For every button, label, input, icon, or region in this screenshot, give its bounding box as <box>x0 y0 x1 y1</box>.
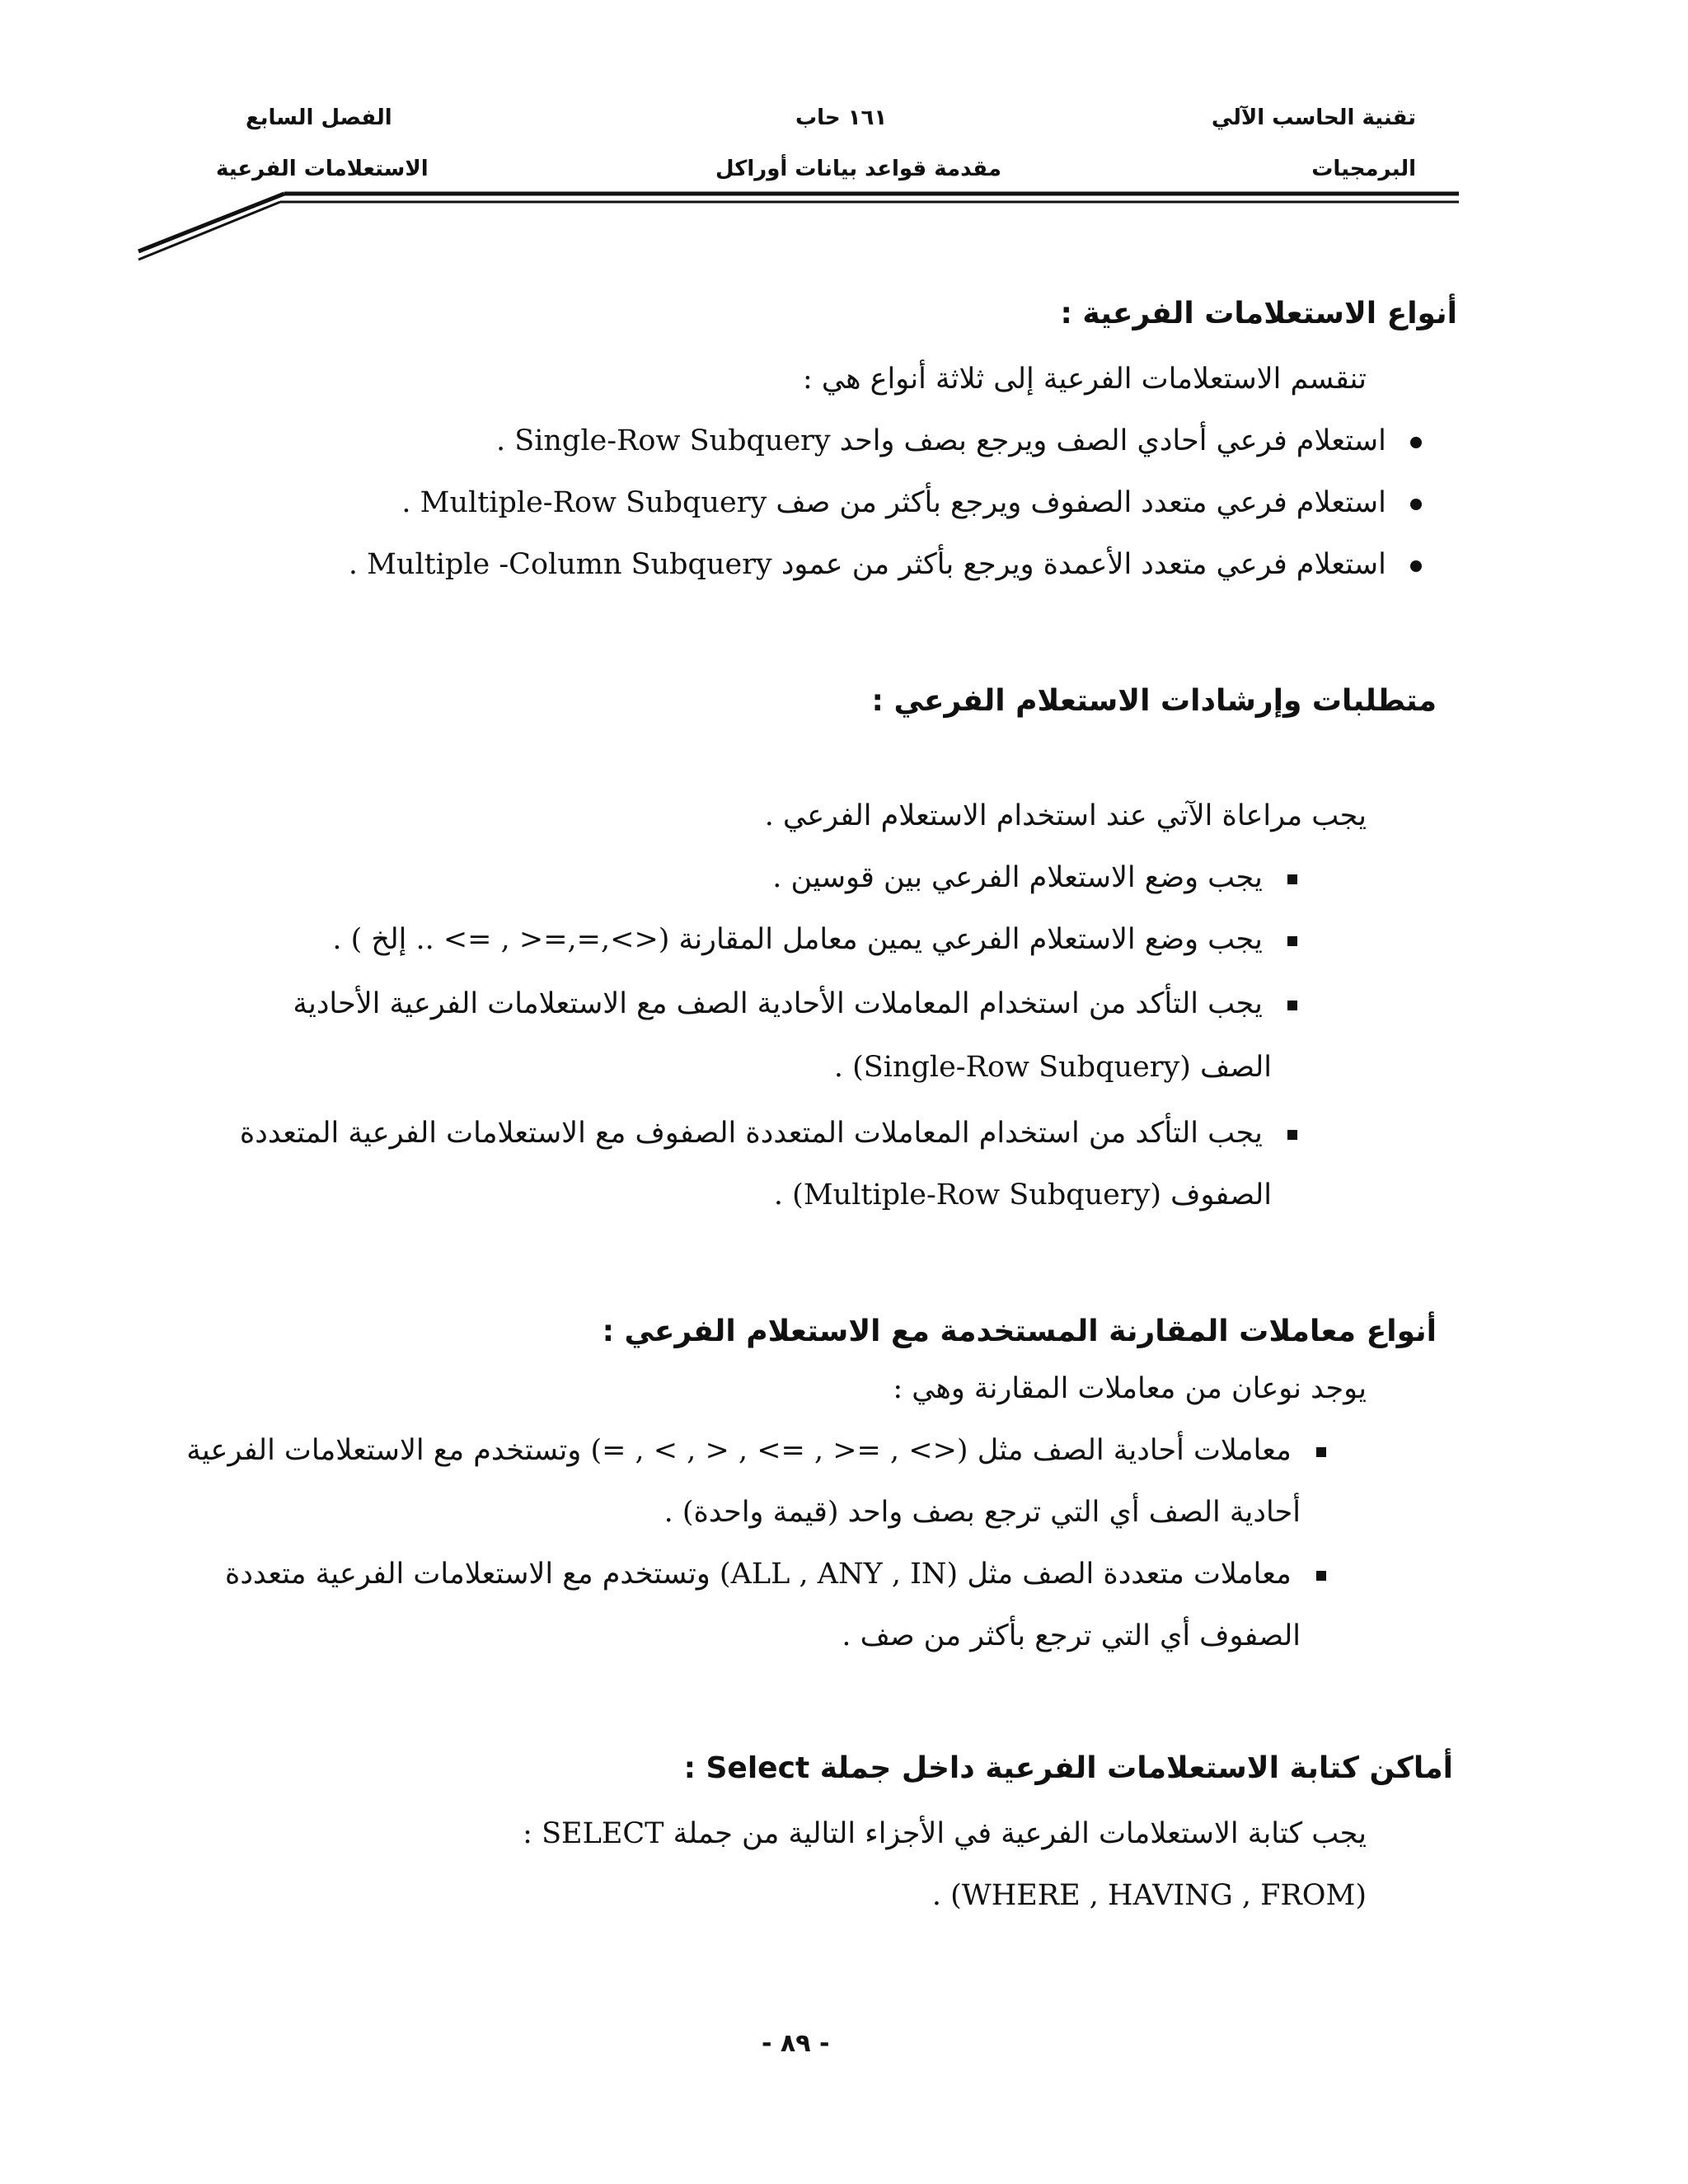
section1-item-3 <box>349 548 1437 581</box>
bullet-square-icon <box>1272 861 1313 894</box>
section2-intro: يجب مراعاة الآتي عند استخدام الاستعلام الفرعي . <box>764 799 1367 832</box>
section2-item-3 <box>293 987 1313 1020</box>
bullet-square-icon <box>1272 923 1313 956</box>
page-number: - ٨٩ - <box>762 2029 830 2058</box>
section2-item-3-text: يجب التأكد من استخدام المعاملات الأحادية الصف مع الاستعلامات الفرعية الأحادية <box>293 987 1263 1020</box>
section2-item-3-cont: الصف (Single-Row Subquery) . <box>833 1051 1272 1084</box>
header-right-bottom: البرمجيات <box>1311 157 1416 181</box>
section2-item-4-text: يجب التأكد من استخدام المعاملات المتعددة الصفوف مع الاستعلامات الفرعية المتعددة <box>239 1117 1263 1150</box>
section4-line1: يجب كتابة الاستعلامات الفرعية في الأجزاء التالية من جملة SELECT : <box>523 1817 1367 1850</box>
bullet-square-icon <box>1272 987 1313 1020</box>
section1-item-2 <box>401 486 1437 519</box>
section2-item-1-text: يجب وضع الاستعلام الفرعي بين قوسين . <box>772 861 1263 894</box>
bullet-dot-icon <box>1395 548 1437 581</box>
section1-item-1-text: استعلام فرعي أحادي الصف ويرجع بصف واحد Single-Row Subquery . <box>495 424 1386 457</box>
section1-title: أنواع الاستعلامات الفرعية : <box>1060 297 1457 330</box>
section3-item-2-cont: الصفوف أي التي ترجع بأكثر من صف . <box>842 1619 1301 1652</box>
section2-item-2 <box>332 923 1313 956</box>
section3-title: أنواع معاملات المقارنة المستخدمة مع الاستعلام الفرعي : <box>602 1315 1437 1348</box>
section2-title: متطلبات وإرشادات الاستعلام الفرعي : <box>871 684 1437 718</box>
section3-item-1-text: معاملات أحادية الصف مثل (<> , =< , => , < , > , =) وتستخدم مع الاستعلامات الفرعية <box>186 1434 1292 1467</box>
section2-item-1 <box>772 861 1313 894</box>
section2-item-2-text: يجب وضع الاستعلام الفرعي يمين معامل المقارنة (<>,=,=< , => .. إلخ ) . <box>332 923 1263 956</box>
bullet-dot-icon <box>1395 486 1437 519</box>
header-center-bottom: مقدمة قواعد بيانات أوراكل <box>715 157 1001 181</box>
bullet-square-icon <box>1301 1434 1342 1467</box>
section3-item-2 <box>225 1558 1342 1591</box>
header-left-bottom: الاستعلامات الفرعية <box>216 157 429 181</box>
bullet-square-icon <box>1301 1558 1342 1591</box>
section3-item-1-cont: أحادية الصف أي التي ترجع بصف واحد (قيمة واحدة) . <box>663 1496 1301 1529</box>
header-rule <box>132 185 1467 268</box>
section1-intro: تنقسم الاستعلامات الفرعية إلى ثلاثة أنواع هي : <box>803 363 1367 396</box>
header-center-top: ١٦١ حاب <box>795 105 888 130</box>
header-left-top: الفصل السابع <box>246 105 392 130</box>
bullet-dot-icon <box>1395 424 1437 457</box>
bullet-square-icon <box>1272 1117 1313 1150</box>
section1-item-3-text: استعلام فرعي متعدد الأعمدة ويرجع بأكثر من عمود Multiple -Column Subquery . <box>348 548 1386 581</box>
section1-item-1 <box>496 424 1437 457</box>
section4-title: أماكن كتابة الاستعلامات الفرعية داخل جملة Select : <box>683 1751 1453 1785</box>
section3-item-1 <box>186 1434 1342 1467</box>
header-right-top: تقنية الحاسب الآلي <box>1211 105 1416 130</box>
section4-line2: (WHERE , HAVING , FROM) . <box>931 1879 1367 1912</box>
section3-intro: يوجد نوعان من معاملات المقارنة وهي : <box>893 1372 1367 1405</box>
section2-item-4-cont: الصفوف (Multiple-Row Subquery) . <box>773 1179 1272 1212</box>
section1-item-2-text: استعلام فرعي متعدد الصفوف ويرجع بأكثر من صف Multiple-Row Subquery . <box>401 486 1386 519</box>
section3-item-2-text: معاملات متعددة الصف مثل (ALL , ANY , IN) وتستخدم مع الاستعلامات الفرعية متعددة <box>225 1558 1292 1591</box>
section2-item-4 <box>240 1117 1313 1150</box>
